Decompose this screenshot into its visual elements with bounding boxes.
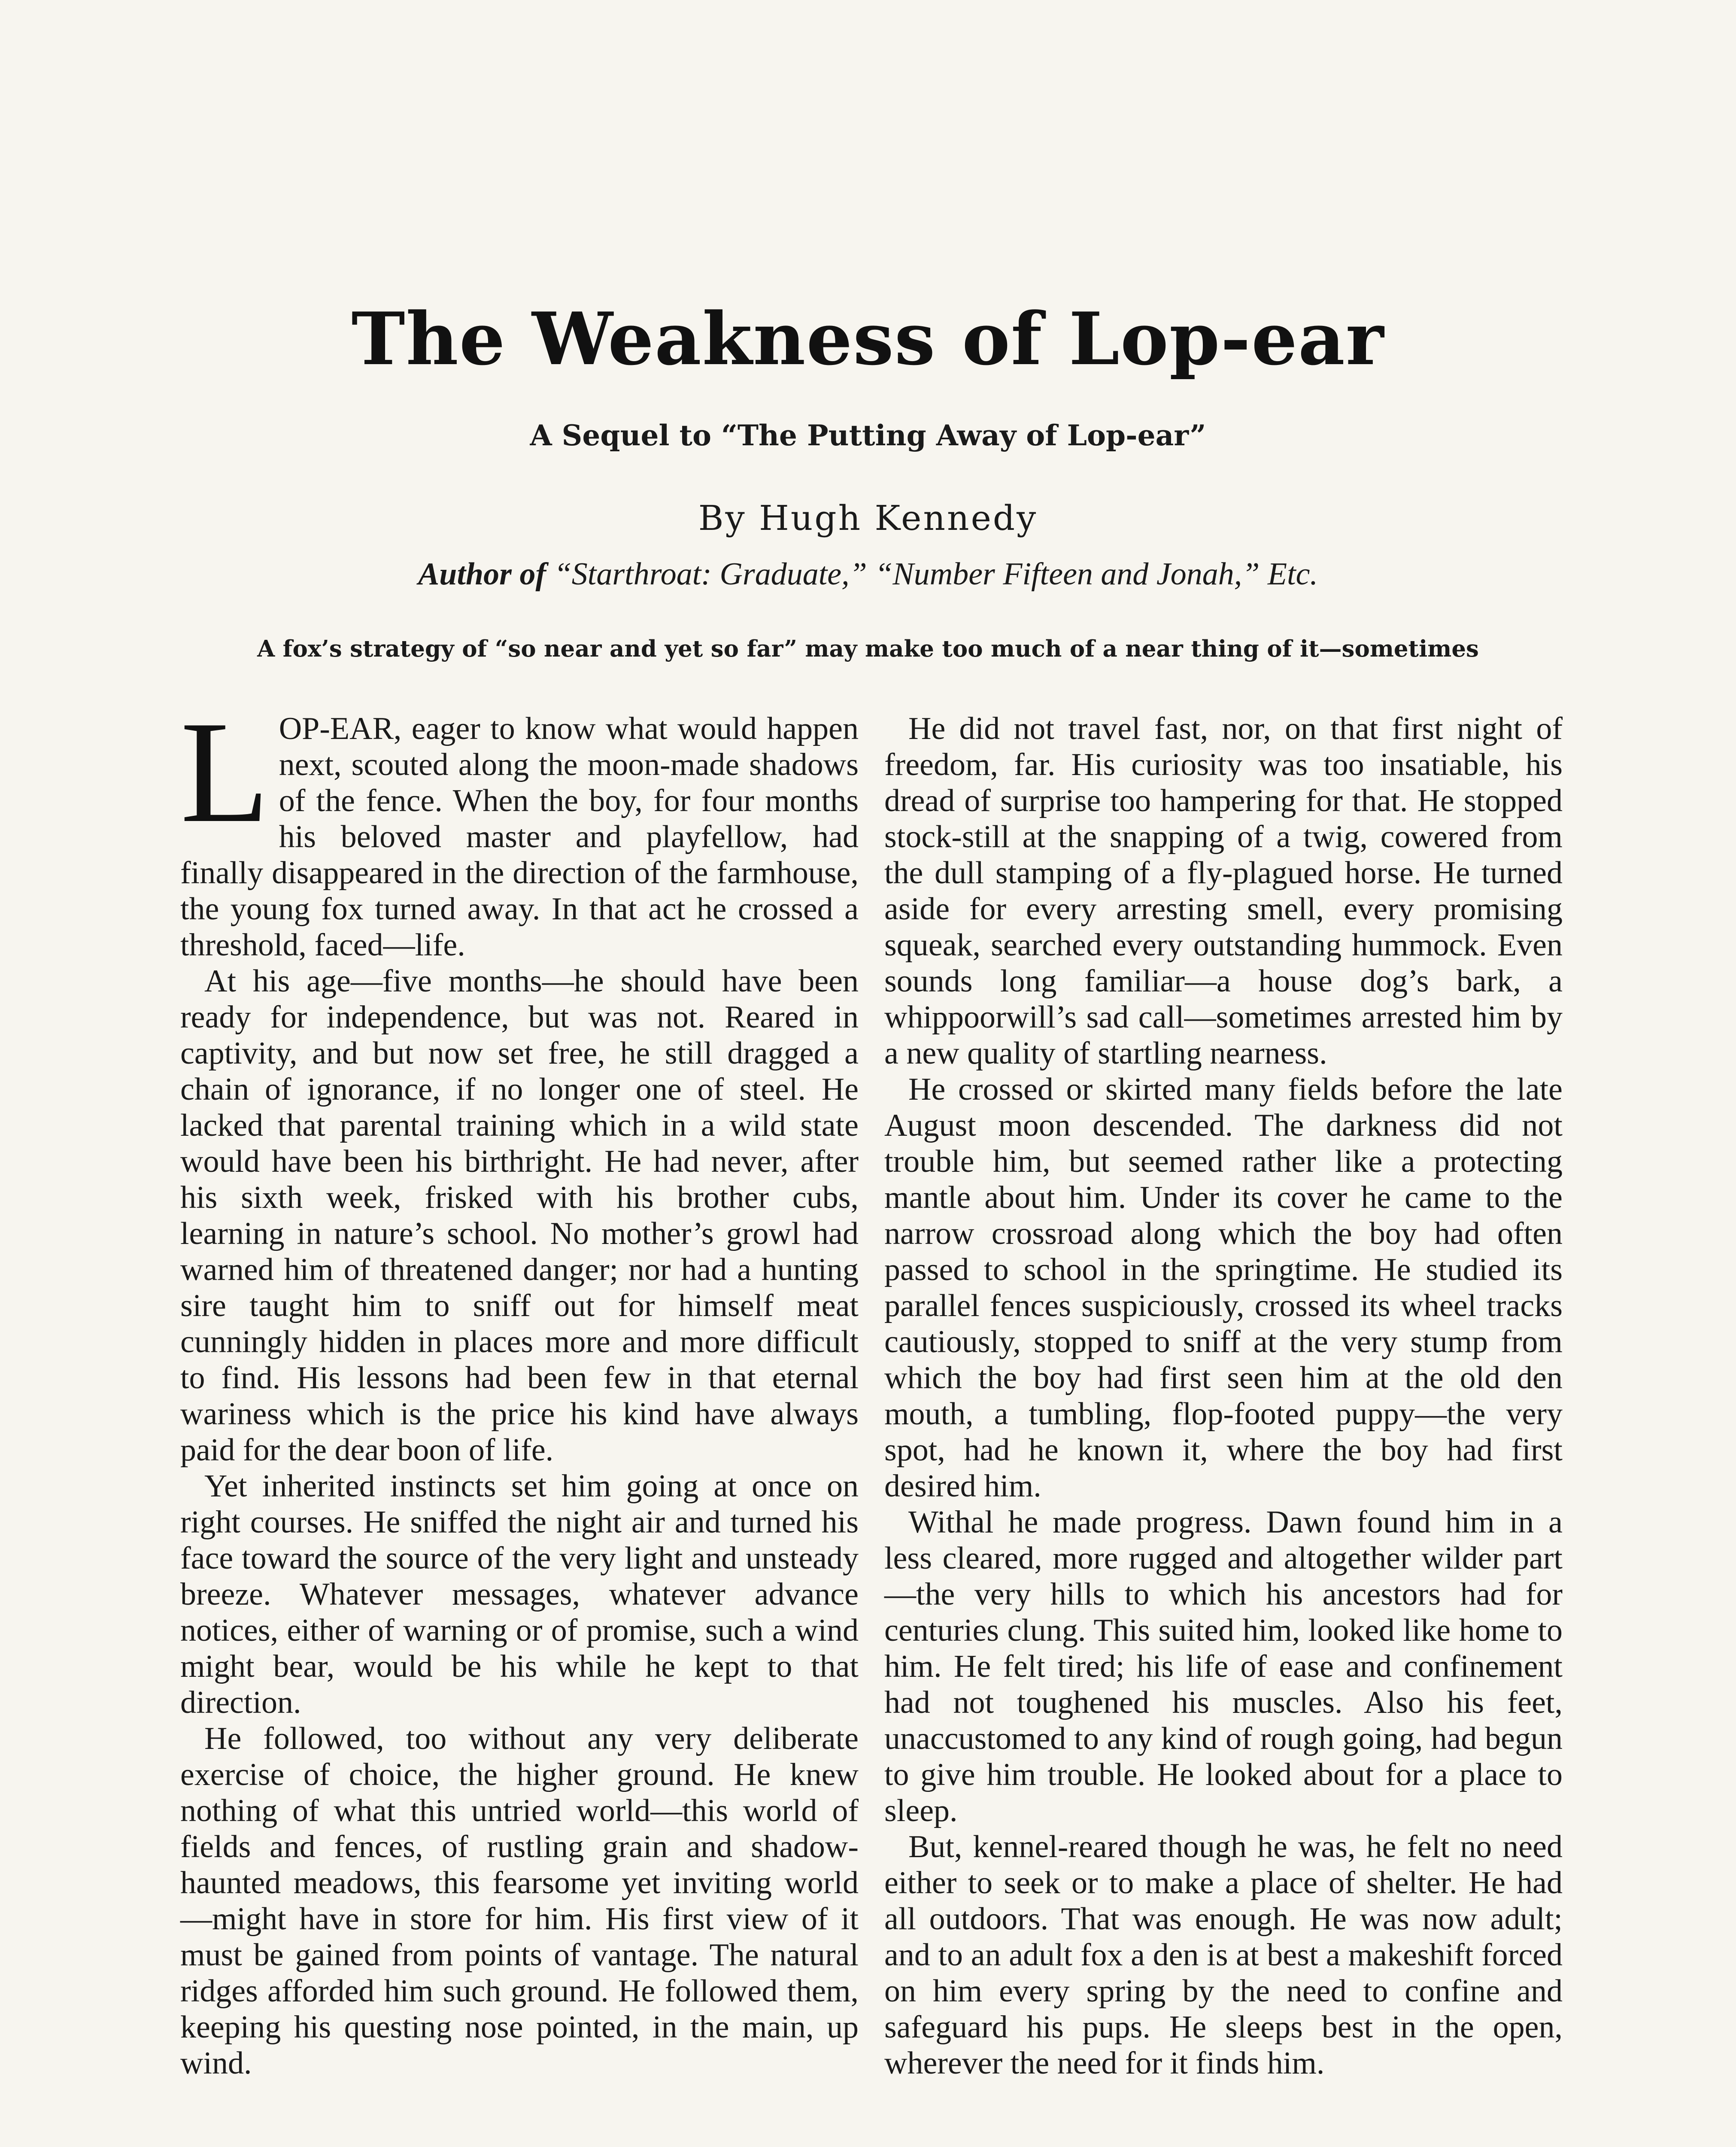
drop-cap: L — [180, 691, 270, 853]
paragraph: Withal he made progress. Dawn found him in a less cleared, more rugged and altogether wilder part—the very hills to which his ancestors had for centuries clung. This suited him, looked like home to him. He felt tired; his life of ease and confinement had not toughened his muscles. Also his feet, unaccustomed to any kind of rough going, had begun to give him trouble. He looked about for a place to sleep. — [884, 1505, 1563, 1828]
credits-suffix: Etc. — [1267, 557, 1318, 592]
paragraph-text: OP-EAR, eager to know what would happen next, scouted along the moon-made shadows of the fence. When the boy, for four months his beloved master and playfellow, had finally disappeared in the direction of the farmhouse, the young fox turned away. In that act he crossed a threshold, faced—life. — [180, 711, 859, 963]
paragraph — [180, 691, 859, 963]
paragraph: At his age—five months—he should have been ready for independence, but was not. Reared in captivity, and but now set free, he still dragged a chain of ignorance, if no longer one of steel. He lacked that parental training which in a wild state would have been his birthright. He had never, after his sixth week, frisked with his brother cubs, learning in nature’s school. No mother’s growl had warned him of threatened danger; nor had a hunting sire taught him to sniff out for himself meat cunningly hidden in places more and more difficult to find. His lessons had been few in that eternal wariness which is the price his kind have always paid for the dear boon of life. — [180, 964, 859, 1468]
story-subtitle: A Sequel to “The Putting Away of Lop-ear” — [530, 419, 1206, 452]
author-byline: By Hugh Kennedy — [698, 498, 1038, 538]
credits-prefix: Author of — [418, 557, 546, 592]
paragraph: But, kennel-reared though he was, he felt no need either to seek or to make a place of shelter. He had all outdoors. That was enough. He was now adult; and to an adult fox a den is at best a makeshift forced on him every spring by the need to confine and safeguard his pups. He sleeps best in the open, wherever the need for it finds him. — [884, 1829, 1563, 2081]
paragraph: He followed, too without any very deliberate exercise of choice, the higher ground. He knew nothing of what this untried world—this world of fields and fences, of rustling grain and shadow-haunted meadows, this fearsome yet inviting world—might have in store for him. His first view of it must be gained from points of vantage. The natural ridges afforded him such ground. He followed them, keeping his questing nose pointed, in the main, up wind. — [180, 1721, 859, 2081]
left-column — [180, 691, 859, 2081]
story-tagline: A fox’s strategy of “so near and yet so far” may make too much of a near thing of it—sometimes — [257, 636, 1479, 662]
credits-works: “Starthroat: Graduate,” “Number Fifteen and Jonah,” — [554, 557, 1260, 592]
story-title: The Weakness of Lop-ear — [351, 296, 1385, 381]
paragraph: Yet inherited instincts set him going at once on right courses. He sniffed the night air and turned his face toward the source of the very light and unsteady breeze. Whatever messages, whatever advance notices, either of warning or of promise, such a wind might bear, would be his while he kept to that direction. — [180, 1469, 859, 1720]
author-credits — [0, 556, 1736, 593]
right-column — [884, 711, 1563, 2081]
paragraph: He crossed or skirted many fields before the late August moon descended. The darkness did not trouble him, but seemed rather like a protecting mantle about him. Under its cover he came to the narrow crossroad along which the boy had often passed to school in the springtime. He studied its parallel fences suspiciously, crossed its wheel tracks cautiously, stopped to sniff at the very stump from which the boy had first seen him at the old den mouth, a tumbling, flop-footed puppy—the very spot, had he known it, where the boy had first desired him. — [884, 1072, 1563, 1504]
paragraph: He did not travel fast, nor, on that first night of freedom, far. His curiosity was too insatiable, his dread of surprise too hampering for that. He stopped stock-still at the snapping of a twig, cowered from the dull stamping of a fly-plagued horse. He turned aside for every arresting smell, every promising squeak, searched every outstanding hummock. Even sounds long familiar—a house dog’s bark, a whippoorwill’s sad call—sometimes arrested him by a new quality of startling nearness. — [884, 711, 1563, 1071]
